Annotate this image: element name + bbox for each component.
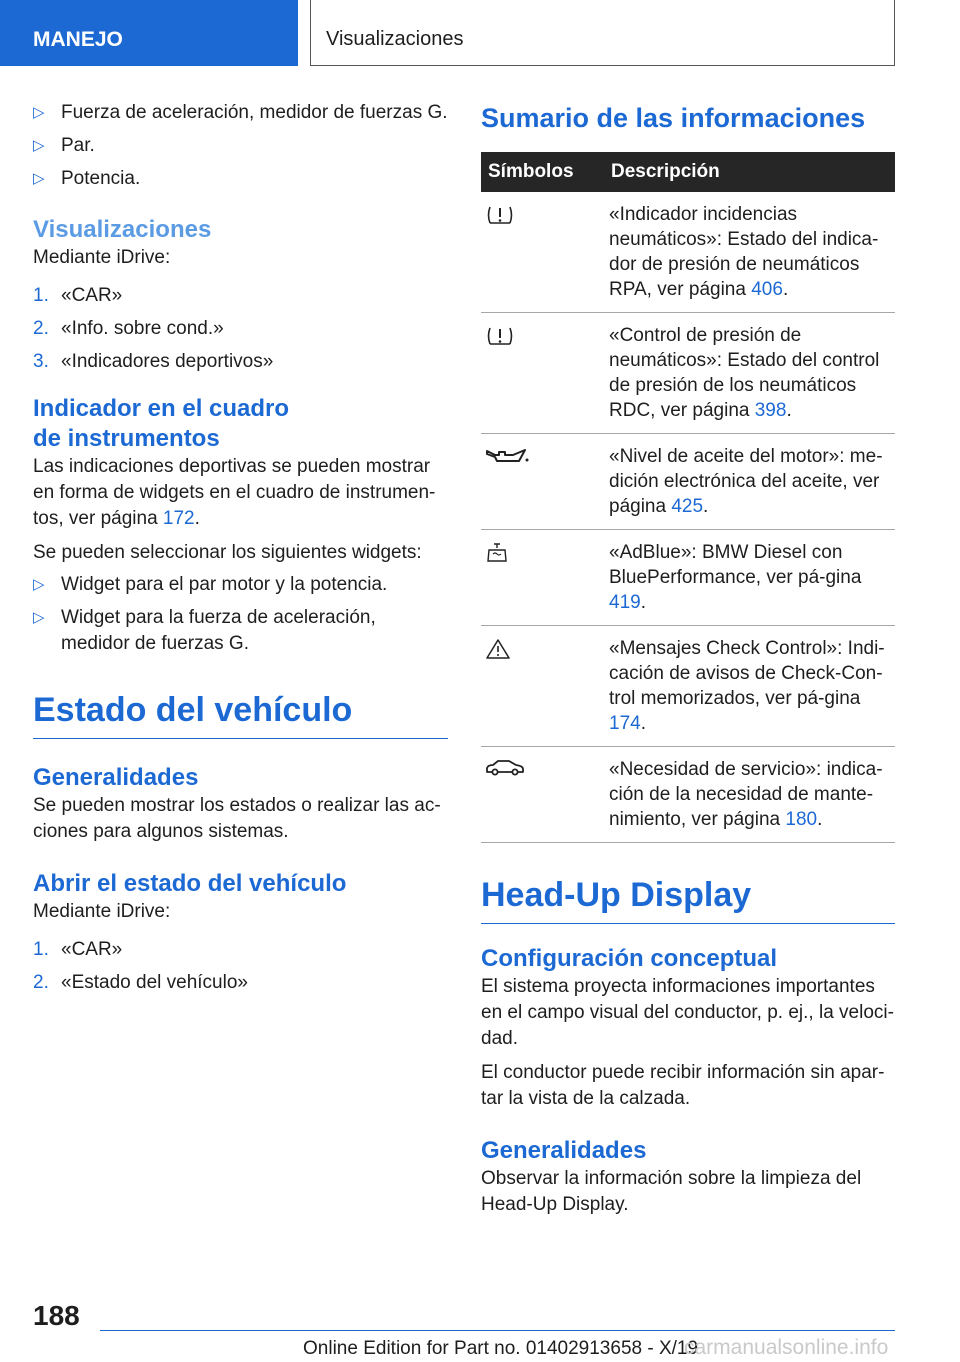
- footer-divider: [100, 1330, 895, 1331]
- heading-configuracion-conceptual: Configuración conceptual: [481, 945, 778, 972]
- table-row: «Necesidad de servicio»: indica‐ción de la necesidad de mante‐nimiento, ver página 180.: [481, 747, 895, 843]
- list-item: 2. «Info. sobre cond.»: [33, 318, 224, 339]
- heading-generalidades-hud: Generalidades: [481, 1137, 647, 1164]
- triangle-bullet-icon: ▷: [33, 609, 45, 626]
- page-link[interactable]: 406: [751, 279, 783, 300]
- table-row: «Nivel de aceite del motor»: me‐dición electrónica del aceite, ver página 425.: [481, 434, 895, 530]
- widget-bullets: [33, 572, 448, 657]
- generalidades-text: Se pueden mostrar los estados o realizar las ac‐ciones para algunos sistemas.: [33, 795, 441, 842]
- page-link[interactable]: 398: [754, 400, 787, 421]
- concept-paragraph-1: El sistema proyecta informaciones importantes en el campo visual del conductor, p. ej., la veloci‐dad.: [481, 976, 894, 1049]
- heading-generalidades: Generalidades: [33, 764, 199, 791]
- list-item: 3. «Indicadores deportivos»: [33, 351, 274, 372]
- triangle-bullet-icon: ▷: [33, 137, 45, 154]
- indicador-paragraph: Las indicaciones deportivas se pueden mostrar en forma de widgets en el cuadro de instrumen‐tos, ver página 172.: [33, 456, 436, 529]
- intro-text: Mediante iDrive:: [33, 247, 171, 268]
- list-item: 1. «CAR»: [33, 285, 123, 306]
- heading-estado-vehiculo: Estado del vehículo: [33, 688, 448, 739]
- table-row: «Indicador incidencias neumáticos»: Estado del indica‐dor de presión de neumáticos RPA, ver página 406.: [481, 192, 895, 313]
- tire-pressure-monitor-icon: [485, 331, 515, 352]
- table-header-row: [481, 152, 895, 192]
- page-link[interactable]: 180: [785, 809, 818, 830]
- list-item: ▷ Widget para el par motor y la potencia.: [33, 572, 448, 598]
- steps-list: [33, 937, 448, 996]
- steps-list: [33, 283, 448, 375]
- page-link[interactable]: 172: [162, 508, 195, 529]
- page-link[interactable]: 174: [609, 713, 641, 734]
- column-header-description: Descripción: [609, 152, 895, 192]
- list-item: ▷ Potencia.: [33, 166, 448, 192]
- list-item: 1. «CAR»: [33, 939, 123, 960]
- page-link[interactable]: 425: [671, 496, 704, 517]
- widgets-intro: Se pueden seleccionar los siguientes widgets:: [33, 542, 422, 563]
- page-number: 188: [33, 1300, 80, 1331]
- list-item: ▷ Widget para la fuerza de aceleración, medidor de fuerzas G.: [33, 607, 376, 654]
- list-item: 2. «Estado del vehículo»: [33, 972, 248, 993]
- left-column: [33, 100, 448, 1003]
- heading-head-up-display: Head-Up Display: [481, 873, 895, 924]
- heading-visualizaciones: Visualizaciones: [33, 216, 212, 243]
- heading-sumario: Sumario de las informaciones: [481, 103, 866, 133]
- edition-text: Online Edition for Part no. 01402913658 - X/19: [303, 1338, 699, 1359]
- section-tab: MANEJO: [0, 0, 298, 66]
- list-item: ▷ Par.: [33, 133, 448, 159]
- adblue-icon: [485, 548, 511, 569]
- column-header-symbols: Símbolos: [481, 152, 609, 192]
- car-service-icon: [485, 761, 525, 782]
- heading-abrir-estado: Abrir el estado del vehículo: [33, 870, 347, 897]
- right-column: [481, 100, 895, 1218]
- bullet-list-top: [33, 100, 448, 192]
- table-row: «Control de presión de neumáticos»: Estado del control de presión de los neumáticos RDC, ver página 398.: [481, 313, 895, 434]
- triangle-bullet-icon: ▷: [33, 576, 45, 593]
- triangle-bullet-icon: ▷: [33, 170, 45, 187]
- table-row: «Mensajes Check Control»: Indi‐cación de avisos de Check-Con‐trol memorizados, ver pá‐gina 174.: [481, 626, 895, 747]
- oil-can-icon: [485, 450, 529, 471]
- abrir-intro: Mediante iDrive:: [33, 901, 171, 922]
- warning-triangle-icon: [485, 644, 511, 665]
- table-row: «AdBlue»: BMW Diesel con BluePerformance, ver pá‐gina 419.: [481, 530, 895, 626]
- page-link[interactable]: 419: [609, 592, 641, 613]
- list-item: ▷ Fuerza de aceleración, medidor de fuerzas G.: [33, 100, 448, 126]
- watermark: carmanualsonline.info: [684, 1336, 889, 1359]
- hud-general-text: Observar la información sobre la limpieza del Head-Up Display.: [481, 1168, 862, 1215]
- tire-pressure-warning-icon: [485, 210, 515, 231]
- chapter-title: Visualizaciones: [310, 0, 895, 66]
- symbols-table: [481, 152, 895, 843]
- triangle-bullet-icon: ▷: [33, 104, 45, 121]
- concept-paragraph-2: El conductor puede recibir información sin apar‐tar la vista de la calzada.: [481, 1062, 885, 1109]
- heading-indicador: Indicador en el cuadro de instrumentos: [33, 395, 290, 452]
